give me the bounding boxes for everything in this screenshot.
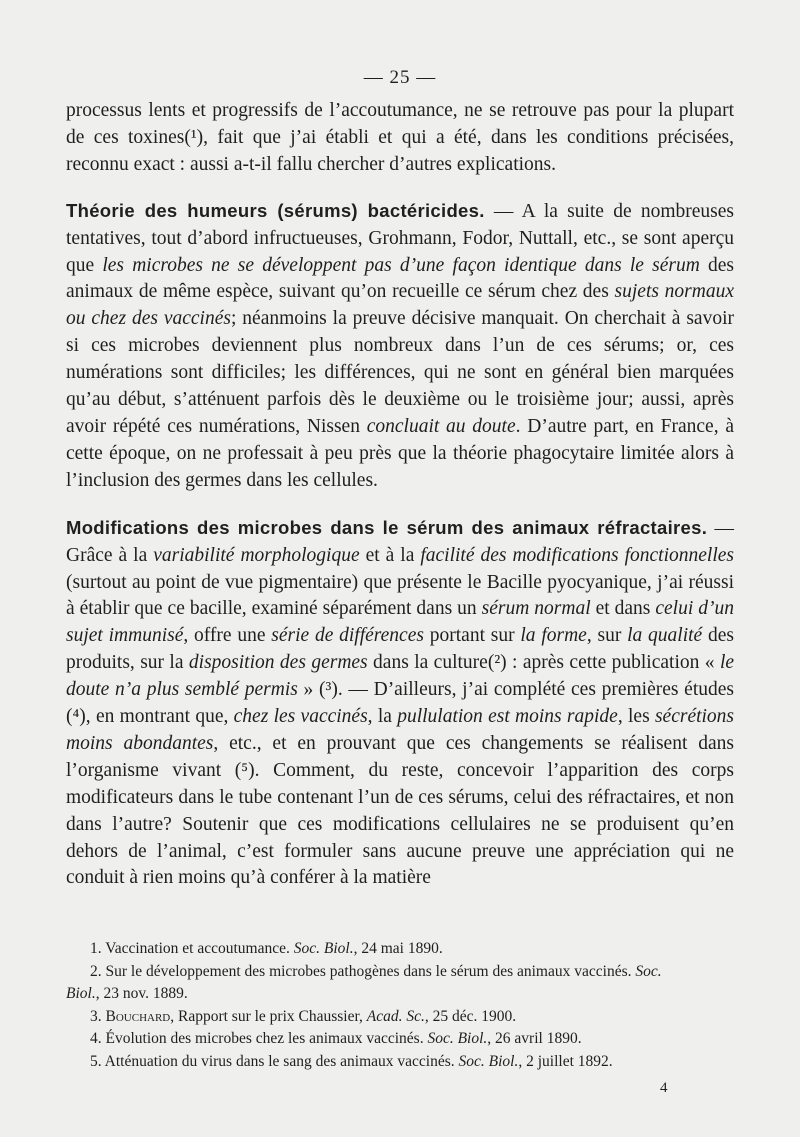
footnote-3-number: 3.: [90, 1007, 102, 1025]
paragraph-2-text-c: ; néanmoins la preuve décisive manquait. On cherchait à savoir si ces microbes deviennent plus nombreux dans l’un de ces sérums; or, ces numérations sont difficiles; les différences, qui ne sont en général bien marquées qu’au début, s’atténuent parfois dès le deuxième ou le troisième jour; aussi, après avoir répété ces numérations, Nissen: [66, 308, 734, 437]
paragraph-1-text: processus lents et progressifs de l’accoutumance, ne se retrouve pas pour la plupart de ces toxines(¹), fait que j’ai établi et qui a été, dans les conditions précisées, reconnu exact : aussi a-t-il fallu chercher d’autres explications.: [66, 100, 734, 175]
paragraph-3-text-e: , offre une: [183, 625, 272, 647]
footnote-4-text: Évolution des microbes chez les animaux vaccinés.: [105, 1030, 428, 1047]
footnote-3: [90, 1006, 738, 1029]
footnotes: [66, 938, 738, 1073]
footnote-4-number: 4.: [90, 1030, 102, 1047]
footnote-1-date: , 24 mai 1890.: [353, 940, 443, 957]
footnote-2-date: , 23 nov. 1889.: [95, 985, 188, 1002]
footnote-1-source: Soc. Biol.: [293, 940, 354, 957]
footnote-5-number: 5.: [90, 1052, 102, 1070]
footnote-1: [90, 938, 738, 961]
footnote-4-date: , 26 avril 1890.: [487, 1030, 582, 1047]
paragraph-3-text-f: portant sur: [423, 625, 521, 647]
paragraph-3-text-c: (surtout au point de vue pigmentaire) que présente le Bacille pyocyanique, j’ai réussi à établir que ce bacille, examiné séparément dans un: [66, 571, 734, 620]
footnote-2-source-a: Soc.: [635, 962, 662, 980]
paragraph-3-text-m: , etc., et en prouvant que ces changements se réalisent dans l’organisme vivant (⁵). Comment, du reste, concevoir l’apparition des corps modificateurs dans le tube contenant l’un de ces sérums, celui des réfractaires, et non dans l’autre? Soutenir que ces modifications cellulaires ne se produisent qu’en dehors de l’animal, c’est formuler sans aucune preuve une appréciation qui ne conduit à rien moins qu’à conférer à la matière: [66, 732, 734, 889]
paragraph-3-italic-l: sécrétions moins abondantes: [66, 706, 735, 754]
paragraph-3-text-i: dans la culture(²) : après cette publication «: [367, 652, 720, 674]
footnote-1-number: 1.: [90, 940, 102, 957]
paragraph-3-italic-c: sérum normal: [481, 598, 591, 620]
footnote-2-text: Sur le développement des microbes pathogènes dans le sérum des animaux vaccinés.: [105, 962, 636, 980]
paragraph-3-text-k: , la: [367, 706, 398, 728]
paragraph-3-italic-i: le doute n’a plus semblé permis: [66, 652, 735, 701]
footnote-2-continued: [66, 983, 738, 1006]
footnote-5: [90, 1051, 738, 1074]
paragraph-3-italic-b: facilité des modifications fonctionnelles: [420, 544, 734, 566]
paragraph-3-italic-k: pullulation est moins rapide: [397, 706, 618, 728]
footnote-3-author: Bouchard: [105, 1007, 171, 1025]
footnote-2-source-b: Biol.: [66, 985, 96, 1002]
footnote-1-text: Vaccination et accoutumance.: [105, 940, 294, 957]
paragraph-2-italic-c: concluait au doute: [366, 415, 516, 437]
footnote-5-text: Atténuation du virus dans le sang des animaux vaccinés.: [104, 1052, 459, 1070]
signature-mark: 4: [660, 1080, 668, 1096]
paragraph-2: [66, 198, 734, 495]
footnote-3-text: , Rapport sur le prix Chaussier,: [170, 1007, 367, 1025]
paragraph-3-text-j: » (³). — D’ailleurs, j’ai complété ces premières études (⁴), en montrant que,: [66, 679, 734, 728]
paragraph-1: [66, 98, 734, 179]
paragraph-3-italic-g: la qualité: [627, 625, 703, 647]
paragraph-2-italic-a: les microbes ne se développent pas d’une façon identique dans le sérum: [102, 254, 700, 276]
section-heading-humeurs: Théorie des humeurs (sérums) bactéricides.: [66, 199, 485, 221]
footnote-2-number: 2.: [90, 962, 102, 980]
paragraph-3-italic-a: variabilité morphologique: [153, 544, 360, 566]
footnote-2: [90, 961, 738, 984]
paragraph-3-italic-d: celui d’un sujet immunisé: [66, 598, 734, 647]
footnote-3-source: Acad. Sc.: [366, 1007, 425, 1025]
footnote-4: [90, 1028, 738, 1051]
section-heading-modifications: Modifications des microbes dans le sérum des animaux réfractaires.: [66, 516, 708, 538]
paragraph-3-italic-e: série de différences: [271, 625, 424, 647]
footnote-3-date: , 25 déc. 1900.: [424, 1007, 517, 1025]
paragraph-3-italic-f: la forme: [520, 625, 587, 647]
paragraph-2-italic-b: sujets normaux ou chez des vaccinés: [66, 281, 734, 330]
paragraph-3-text-l: , les: [617, 706, 655, 728]
paragraph-3-text-b: et à la: [359, 544, 421, 566]
paragraph-3-text-d: et dans: [590, 598, 656, 620]
paragraph-2-text-d: . D’autre part, en France, à cette époque, on ne professait à peu près que la théorie phagocytaire limitée alors à l’inclusion des germes dans les cellules.: [66, 415, 734, 491]
footnote-5-source: Soc. Biol.: [458, 1052, 519, 1070]
paragraph-3-text-g: , sur: [586, 625, 628, 647]
paragraph-3-italic-h: disposition des germes: [188, 652, 368, 674]
footnote-4-source: Soc. Biol.: [427, 1030, 488, 1047]
paragraph-3: [66, 515, 734, 893]
page-number: — 25 —: [363, 67, 437, 88]
paragraph-3-text-h: des produits, sur la: [66, 625, 734, 674]
paragraph-3-text-a: — Grâce à la: [66, 517, 734, 566]
footnote-5-date: , 2 juillet 1892.: [518, 1052, 613, 1070]
body-text: [66, 98, 734, 892]
paragraph-3-italic-j: chez les vaccinés: [233, 706, 368, 728]
paragraph-2-text-a: — A la suite de nombreuses tentatives, tout d’abord infructueuses, Grohmann, Fodor, Nuttall, etc., se sont aperçu que: [66, 200, 734, 276]
paragraph-2-text-b: des animaux de même espèce, suivant qu’on recueille ce sérum chez des: [66, 254, 734, 303]
